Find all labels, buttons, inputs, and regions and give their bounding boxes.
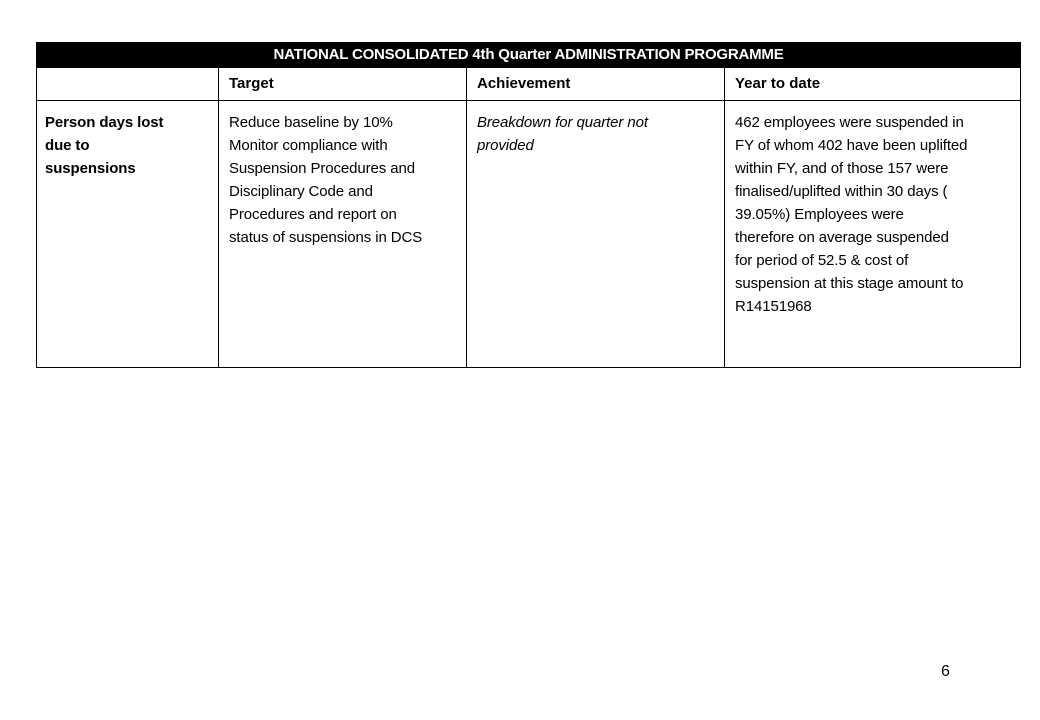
header-achievement: Achievement	[467, 68, 725, 101]
year-to-date-cell	[725, 101, 1021, 368]
title-row	[37, 43, 1021, 68]
achievement-text: Breakdown for quarter not provided	[477, 114, 648, 154]
row-label: Person days lost due to suspensions	[45, 114, 164, 177]
header-year-to-date: Year to date	[725, 68, 1021, 101]
administration-programme-table	[36, 42, 1021, 368]
table-row	[37, 101, 1021, 368]
header-target: Target	[219, 68, 467, 101]
table-title: NATIONAL CONSOLIDATED 4th Quarter ADMINISTRATION PROGRAMME	[37, 43, 1021, 68]
row-label-cell	[37, 101, 219, 368]
target-text: Reduce baseline by 10% Monitor compliance with Suspension Procedures and Disciplinary Code and Procedures and report on status of suspensions in DCS	[229, 114, 423, 246]
page-number: 6	[941, 663, 950, 680]
target-cell	[219, 101, 467, 368]
header-blank-cell	[37, 68, 219, 101]
achievement-cell	[467, 101, 725, 368]
year-to-date-text: 462 employees were suspended in FY of whom 402 have been uplifted within FY, and of those 157 were finalised/uplifted within 30 days ( 39.05%) Employees were therefore on average suspended for period of 52.5 & cost of suspension at this stage amount to R14151968	[735, 114, 968, 315]
header-row	[37, 68, 1021, 101]
